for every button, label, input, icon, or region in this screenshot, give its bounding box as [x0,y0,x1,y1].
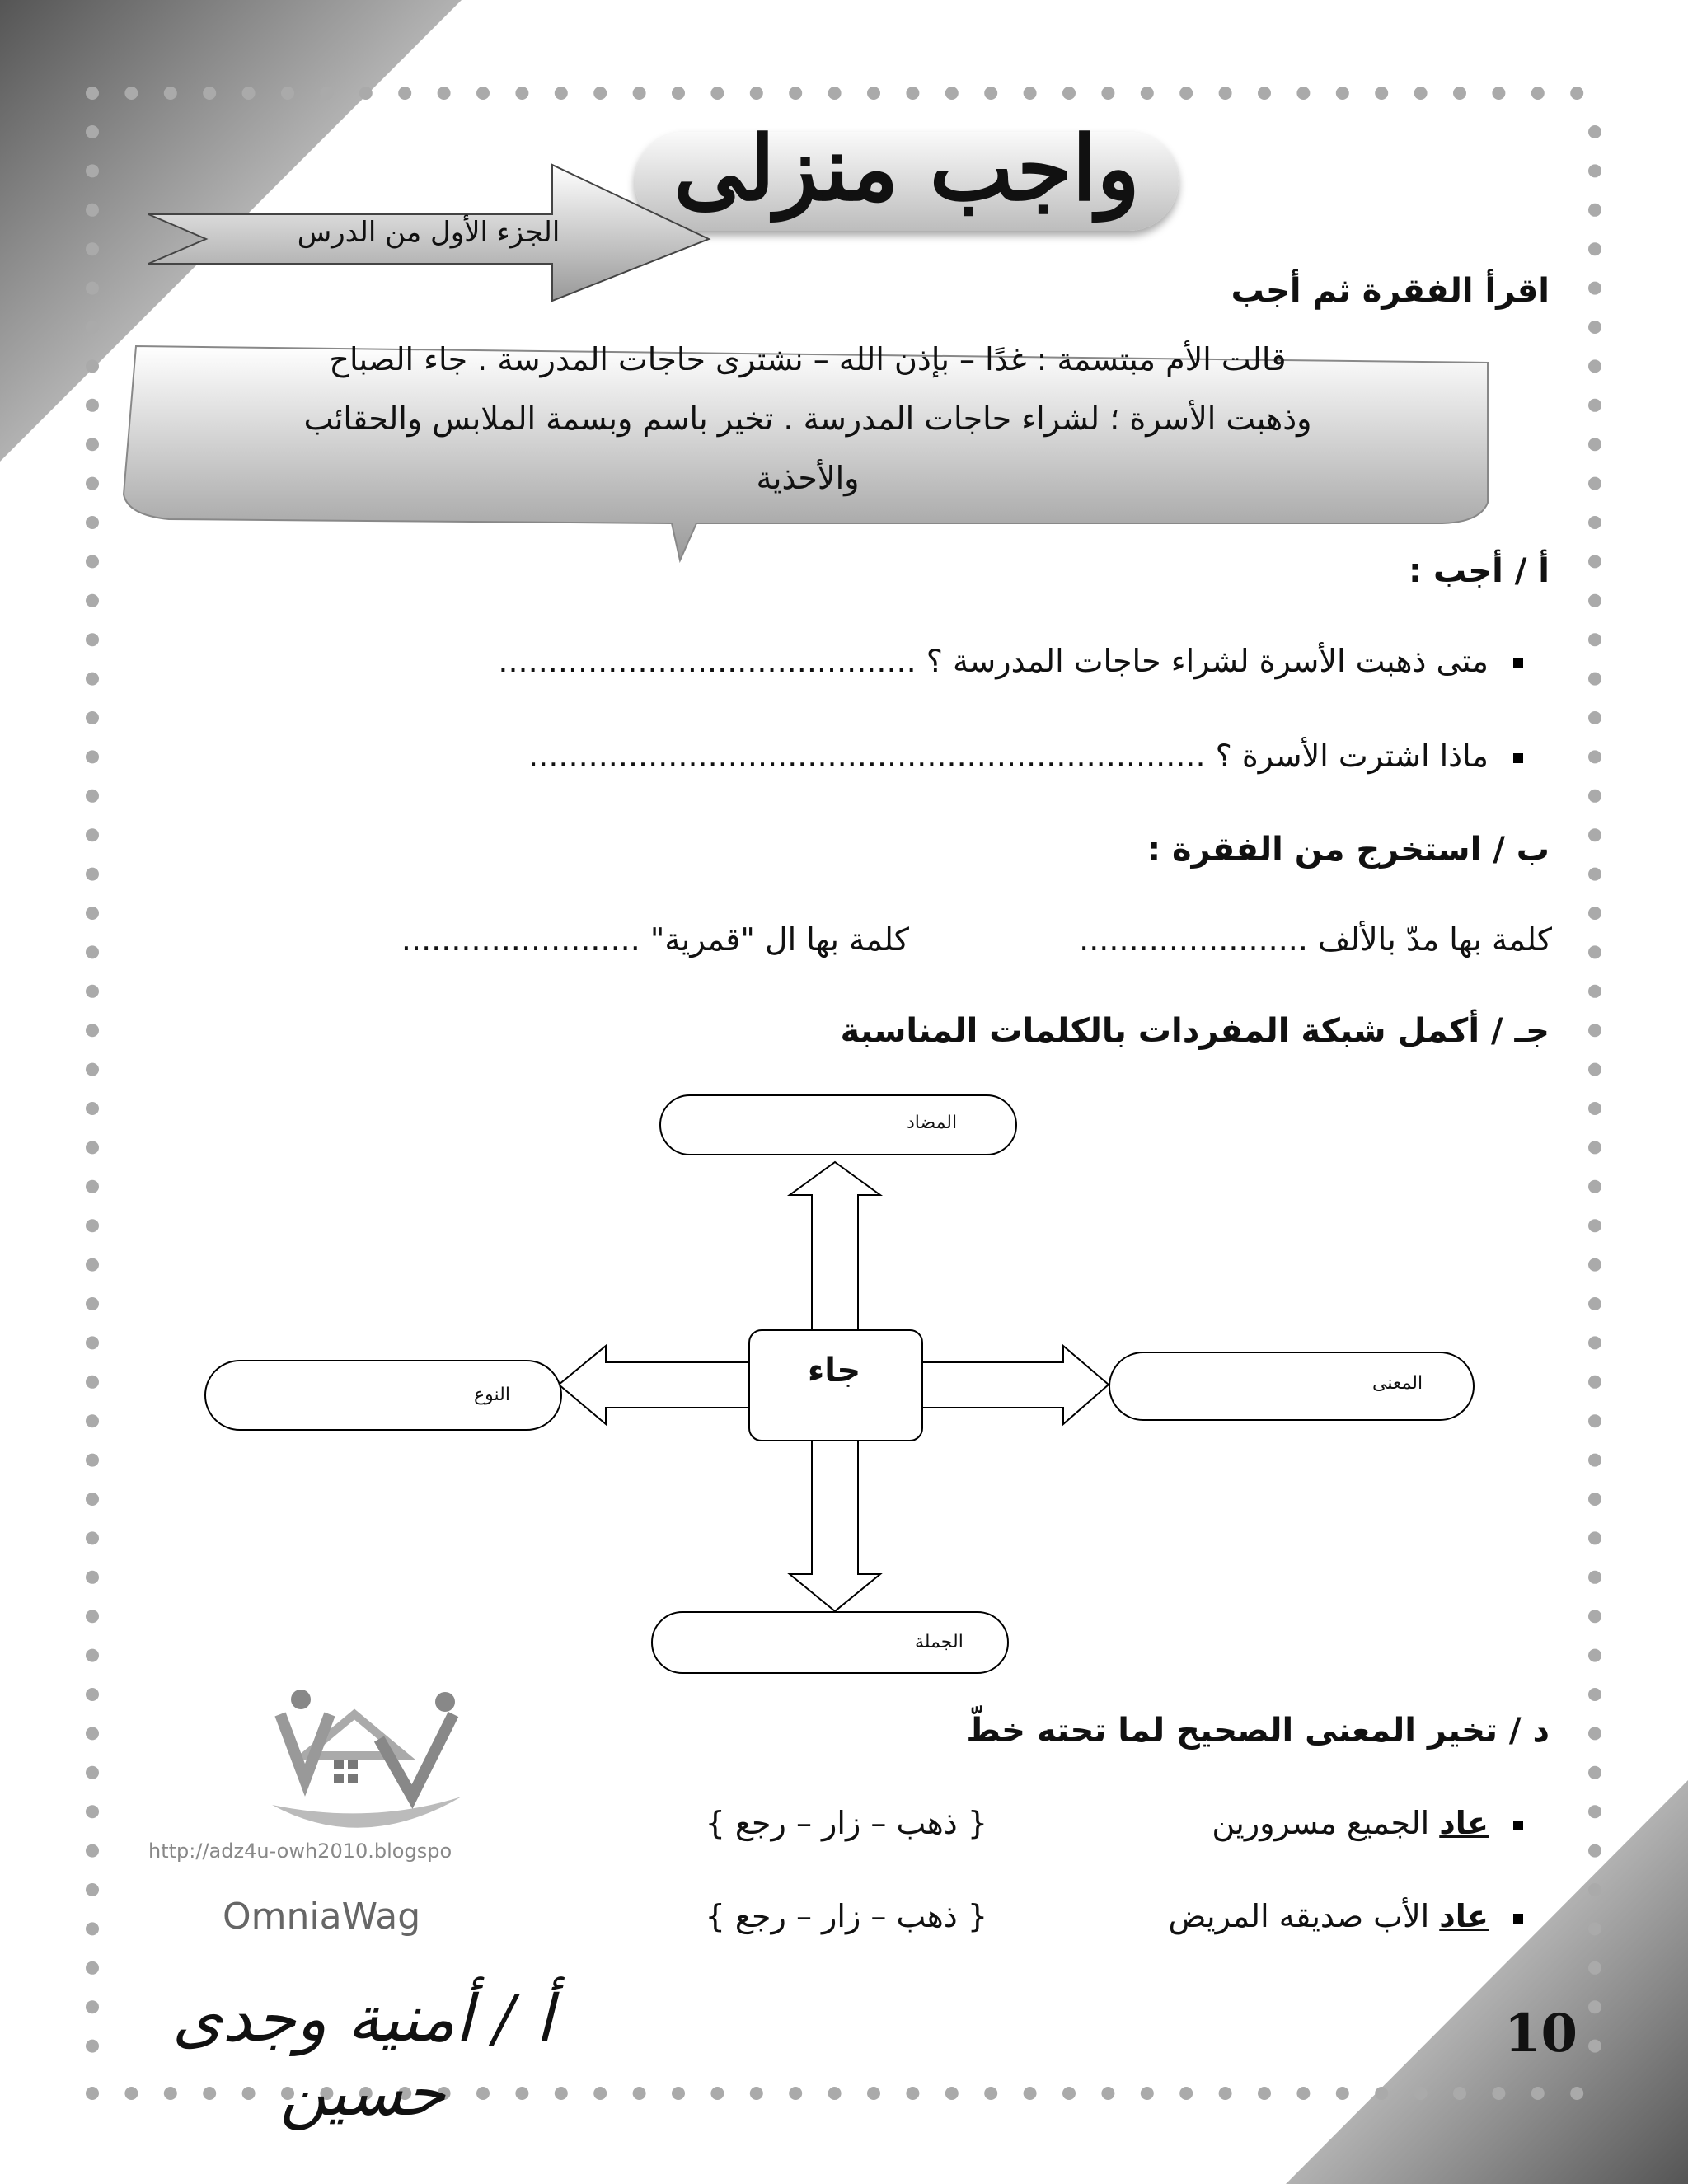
border-dot [86,1922,99,1935]
page-title: واجب منزلى [673,117,1140,221]
border-dot [1588,359,1601,373]
border-dot [86,1883,99,1896]
border-dot [86,555,99,568]
border-dot [1588,1961,1601,1975]
read-instruction: اقرأ الفقرة ثم أجب [1231,272,1550,310]
border-dot [593,87,607,100]
border-dot [164,87,177,100]
border-dot [1258,2087,1271,2100]
border-dot [710,2087,724,2100]
border-dot [1588,438,1601,451]
border-dot [86,594,99,607]
border-dot [945,2087,959,2100]
border-dot [1570,87,1583,100]
question-2: ماذا اشترت الأسرة ؟ .................................................................... [528,738,1523,774]
border-dot [476,87,490,100]
border-dot [1588,1922,1601,1935]
passage-text [132,330,1484,508]
border-dot [1588,868,1601,881]
bullet-icon [1513,1821,1523,1830]
opposite-label: المضاد [907,1113,958,1133]
border-dot [750,2087,763,2100]
border-dot [1414,2087,1428,2100]
passage-line-2: وذهبت الأسرة ؛ لشراء حاجات المدرسة . تخير باسم وبسمة الملابس والحقائب [303,401,1312,437]
border-dot [1588,1883,1601,1896]
border-dot [86,673,99,686]
passage-line-1: قالت الأم مبتسمة : غدًا – بإذن الله – نشترى حاجات المدرسة . جاء الصباح [329,341,1287,377]
border-dot [86,711,99,724]
border-dot [86,790,99,803]
border-dot [672,87,685,100]
border-dot [86,477,99,490]
border-dot [86,516,99,529]
choice-item-2: عاد الأب صديقه المريض [1168,1898,1523,1934]
border-dot [1219,2087,1232,2100]
border-dot [1588,945,1601,958]
border-dot [86,321,99,334]
border-dot [1588,399,1601,412]
border-dot [86,750,99,763]
border-dot [945,87,959,100]
border-dot [1588,1805,1601,1818]
border-dot [1588,790,1601,803]
border-dot [906,2087,919,2100]
border-dot [555,87,568,100]
border-dot [86,282,99,295]
section-c-heading: جـ / أكمل شبكة المفردات بالكلمات المناسبة [840,1012,1550,1050]
bullet-icon [1513,1914,1523,1924]
border-dot [828,87,842,100]
extract-item-1: كلمة بها مدّ بالألف ....................... [1079,921,1552,958]
border-dot [515,87,528,100]
border-dot [1588,164,1601,177]
border-dot [906,87,919,100]
border-dot [1336,87,1349,100]
border-dot [1453,87,1466,100]
border-dot [1414,87,1428,100]
border-dot [1588,477,1601,490]
border-dot [1375,2087,1388,2100]
border-dot [1296,2087,1310,2100]
border-dot [828,2087,842,2100]
border-dot [86,1805,99,1818]
border-dot [86,868,99,881]
border-dot [1588,750,1601,763]
border-dot [1588,555,1601,568]
border-dot [1588,2000,1601,2013]
border-dot [1588,1766,1601,1779]
section-b-heading: ب / استخرج من الفقرة : [1147,831,1550,869]
border-dot [1492,2087,1505,2100]
meaning-label: المعنى [1372,1373,1423,1394]
border-dot [1588,516,1601,529]
border-dot [1101,2087,1114,2100]
question-1: متى ذهبت الأسرة لشراء حاجات المدرسة ؟ .......................................... [498,643,1523,679]
border-dot [86,945,99,958]
border-dot [1588,673,1601,686]
border-dot [1062,87,1076,100]
border-dot [86,1766,99,1779]
watermark-name: OmniaWag [223,1896,421,1938]
teacher-signature: أ / أمنية وجدى حسين [171,1982,554,2130]
border-dot [1375,87,1388,100]
border-dot [789,87,802,100]
border-dot [86,1024,99,1037]
border-dot [1492,87,1505,100]
center-word: جاء [807,1352,861,1390]
border-dot [1588,633,1601,646]
border-dot [1588,282,1601,295]
arrow-right [920,1346,1109,1424]
border-dot [86,125,99,138]
border-dot [124,87,138,100]
opposite-oval[interactable] [659,1094,1017,1155]
border-dot [672,2087,685,2100]
border-dot [593,2087,607,2100]
border-dot [984,2087,997,2100]
watermark-logo-icon [256,1681,470,1838]
section-a-heading: أ / أجب : [1409,552,1550,590]
choice-options-2: { ذهب – زار – رجع } [705,1898,987,1934]
border-dot [86,1844,99,1858]
border-dot [1141,2087,1154,2100]
choice-item-1: عاد الجميع مسرورين [1212,1805,1523,1841]
border-dot [86,2040,99,2053]
border-dot [633,2087,646,2100]
choice-options-1: { ذهب – زار – رجع } [705,1805,987,1841]
border-dot [86,399,99,412]
page-number: 10 [1504,2003,1578,2064]
border-dot [1258,87,1271,100]
border-dot [86,907,99,920]
border-dot [242,87,256,100]
border-dot [1588,711,1601,724]
border-dot [320,87,333,100]
bullet-icon [1513,658,1523,668]
border-dot [86,438,99,451]
border-dot [438,87,451,100]
border-dot [1588,1024,1601,1037]
extract-item-2: كلمة بها ال "قمرية" ........................ [401,921,909,958]
border-dot [1062,2087,1076,2100]
bullet-icon [1513,753,1523,763]
passage-line-3: والأحذية [756,460,860,496]
border-dot [86,2087,99,2100]
border-dot [359,87,373,100]
border-dot [789,2087,802,2100]
border-dot [1453,2087,1466,2100]
border-dot [1588,828,1601,841]
border-dot [86,633,99,646]
arrow-up [790,1162,880,1329]
sentence-label: الجملة [915,1632,964,1652]
border-dot [1179,87,1193,100]
border-dot [86,204,99,217]
border-dot [1588,985,1601,998]
arrow-left [559,1346,748,1424]
border-dot [1588,2040,1601,2053]
border-dot [750,87,763,100]
border-dot [867,87,880,100]
border-dot [1588,242,1601,255]
border-dot [86,359,99,373]
type-label: النوع [474,1385,510,1405]
watermark-url: http://adz4u-owh2010.blogspo [148,1840,452,1863]
border-dot [1101,87,1114,100]
border-dot [1531,2087,1545,2100]
border-dot [1588,1727,1601,1740]
border-dot [1588,125,1601,138]
border-dot [1588,907,1601,920]
border-dot [1024,87,1037,100]
border-dot [710,87,724,100]
border-dot [984,87,997,100]
border-dot [1179,2087,1193,2100]
border-dot [1336,2087,1349,2100]
border-dot [1588,1844,1601,1858]
border-dot [1219,87,1232,100]
border-dot [1141,87,1154,100]
border-dot [1588,594,1601,607]
border-dot [1570,2087,1583,2100]
border-dot [1296,87,1310,100]
border-dot [86,1727,99,1740]
border-dot [86,164,99,177]
border-dot [1588,321,1601,334]
border-dot [86,87,99,100]
border-dot [86,2000,99,2013]
border-dot [86,242,99,255]
border-dot [398,87,411,100]
border-dot [633,87,646,100]
lesson-part-label: الجزء الأول من الدرس [297,216,560,249]
border-dot [203,87,216,100]
border-dot [867,2087,880,2100]
border-dot [86,828,99,841]
arrow-down [790,1438,880,1611]
border-dot [1531,87,1545,100]
section-d-heading: د / تخير المعنى الصحيح لما تحته خطّ [966,1712,1550,1750]
border-dot [1024,2087,1037,2100]
border-dot [281,87,294,100]
border-dot [86,1961,99,1975]
border-dot [86,985,99,998]
border-dot [1588,204,1601,217]
